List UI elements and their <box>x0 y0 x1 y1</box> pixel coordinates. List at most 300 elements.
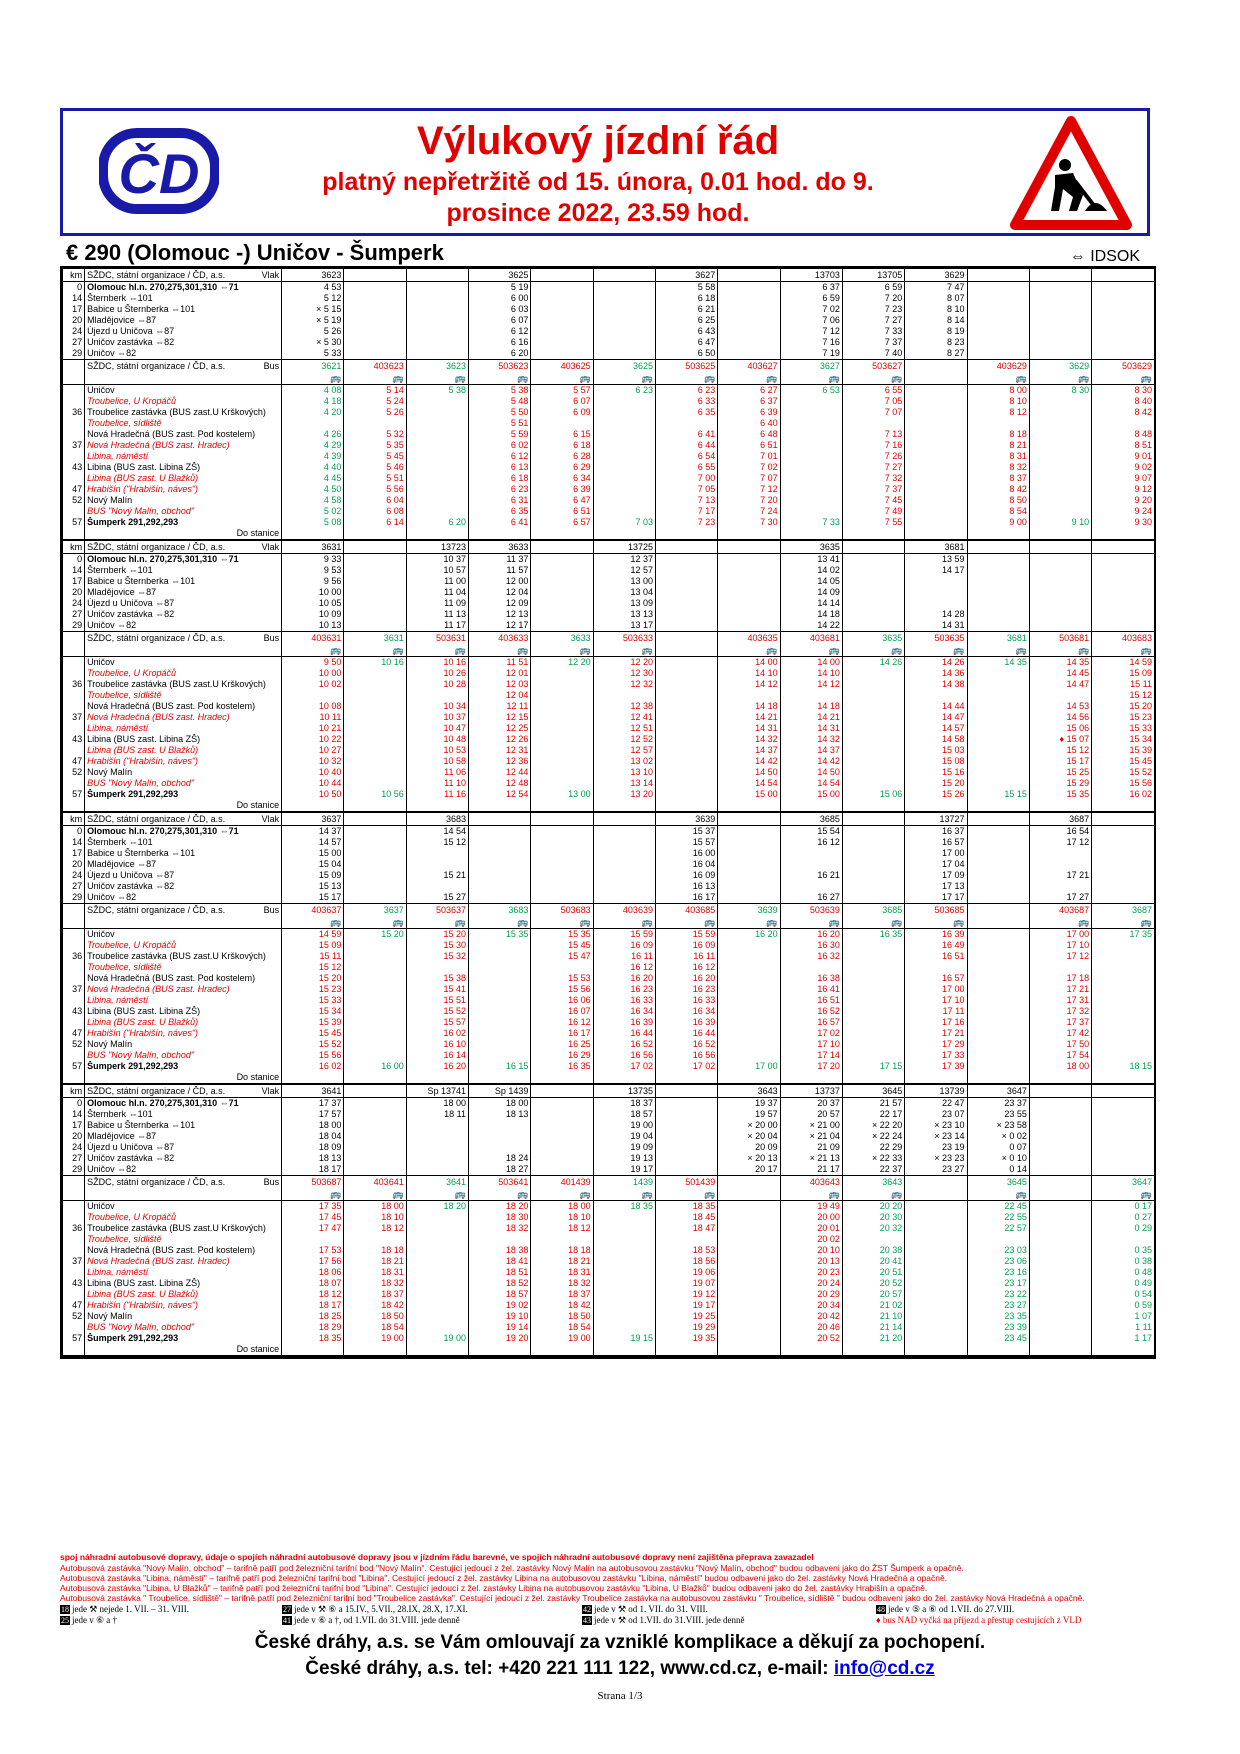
train-time: 6 37 <box>780 282 842 294</box>
bus-time: 18 18 <box>344 1245 406 1256</box>
bus-time: 6 55 <box>842 385 904 397</box>
bus-icon: 🚌 <box>531 916 593 929</box>
email-link[interactable]: info@cd.cz <box>833 1658 935 1679</box>
train-time <box>531 859 593 870</box>
bus-number: 3681 <box>967 632 1029 645</box>
bus-time: 16 49 <box>905 940 967 951</box>
bus-time: 15 38 <box>406 973 468 984</box>
bus-time: 15 52 <box>1092 767 1154 778</box>
km-value <box>63 973 85 984</box>
bus-time <box>655 767 717 778</box>
stop-name: Libina (BUS zast. Libina ZŠ) <box>85 734 282 745</box>
validity-line-1: platný nepřetržitě od 15. února, 0.01 hod. do 9. <box>322 168 874 196</box>
bus-time <box>593 1234 655 1245</box>
train-time <box>842 609 904 620</box>
bus-time <box>406 396 468 407</box>
blank <box>406 1072 468 1084</box>
bus-time: 19 00 <box>406 1333 468 1344</box>
bus-time <box>780 451 842 462</box>
bus-time <box>842 1017 904 1028</box>
train-time <box>967 859 1029 870</box>
blank <box>1029 528 1091 540</box>
train-time <box>593 315 655 326</box>
blank <box>905 1072 967 1084</box>
bus-time: 16 11 <box>655 951 717 962</box>
km-value: 20 <box>63 587 85 598</box>
bus-row <box>63 1028 1155 1039</box>
bus-time: 16 23 <box>593 984 655 995</box>
bus-time <box>344 951 406 962</box>
train-time: 15 09 <box>282 870 344 881</box>
stop-name: Nová Hradečná (BUS zast. Pod kostelem) <box>85 429 282 440</box>
train-time: 10 37 <box>406 554 468 566</box>
station-name: Babice u Šternberka ⇔101 <box>85 576 282 587</box>
bus-time <box>1092 940 1154 951</box>
bus-number: 403631 <box>282 632 344 645</box>
km-blank <box>63 372 85 385</box>
bus-time: 15 12 <box>282 962 344 973</box>
km-value: 29 <box>63 620 85 632</box>
stop-name: Šumperk 291,292,293 <box>85 517 282 528</box>
train-time: 16 27 <box>780 892 842 904</box>
bus-time <box>469 1050 531 1061</box>
bus-time <box>282 418 344 429</box>
bus-time: 10 44 <box>282 778 344 789</box>
station-name: Uničov ⇔82 <box>85 348 282 360</box>
train-icon: € <box>66 240 79 265</box>
bus-time: 5 38 <box>406 385 468 397</box>
train-time: 7 06 <box>780 315 842 326</box>
bus-row <box>63 657 1155 669</box>
train-number <box>842 812 904 826</box>
bus-time: 8 21 <box>967 440 1029 451</box>
bus-row <box>63 1223 1155 1234</box>
train-time: 17 09 <box>905 870 967 881</box>
bus-row <box>63 690 1155 701</box>
station-name: Újezd u Uničova ⇔87 <box>85 1142 282 1153</box>
train-time: × 20 00 <box>718 1120 780 1131</box>
bus-time: 6 48 <box>718 429 780 440</box>
bus-time <box>780 462 842 473</box>
train-time <box>718 892 780 904</box>
bus-time: 0 27 <box>1092 1212 1154 1223</box>
train-row <box>63 881 1155 892</box>
bus-time: 6 18 <box>531 440 593 451</box>
train-number <box>1029 540 1091 554</box>
bus-time: 7 27 <box>842 462 904 473</box>
bus-time <box>780 407 842 418</box>
train-time <box>718 565 780 576</box>
bus-icon: 🚌 <box>718 644 780 657</box>
bus-icon: 🚌 <box>780 372 842 385</box>
train-time: 21 57 <box>842 1098 904 1110</box>
bus-time: 20 13 <box>780 1256 842 1267</box>
km-value: 52 <box>63 1311 85 1322</box>
train-time <box>344 587 406 598</box>
train-time: 7 12 <box>780 326 842 337</box>
bus-time <box>967 1061 1029 1072</box>
stop-name: Libina (BUS zast. U Blažků) <box>85 745 282 756</box>
stop-name: Libina (BUS zast. U Blažků) <box>85 473 282 484</box>
bus-time: 12 20 <box>593 657 655 669</box>
bus-time <box>1092 1006 1154 1017</box>
stop-name: Nový Malín <box>85 495 282 506</box>
bus-time <box>406 690 468 701</box>
bus-time <box>1029 462 1091 473</box>
train-row <box>63 598 1155 609</box>
bus-time: 6 54 <box>655 451 717 462</box>
train-time <box>469 837 531 848</box>
bus-time <box>967 679 1029 690</box>
bus-time: 15 09 <box>1092 668 1154 679</box>
train-time <box>1092 565 1154 576</box>
bus-time <box>469 962 531 973</box>
train-time: 12 00 <box>469 576 531 587</box>
bus-time <box>718 1278 780 1289</box>
bus-number: 403629 <box>967 360 1029 373</box>
bus-time: 10 28 <box>406 679 468 690</box>
bus-time: 12 03 <box>469 679 531 690</box>
bus-time <box>842 723 904 734</box>
bus-time <box>842 1028 904 1039</box>
bus-time <box>842 984 904 995</box>
blank <box>344 800 406 812</box>
train-number <box>344 812 406 826</box>
bus-time <box>406 418 468 429</box>
station-name: Uničov zastávka ⇔82 <box>85 609 282 620</box>
train-time <box>1029 1098 1091 1110</box>
train-time: 16 04 <box>655 859 717 870</box>
bus-time <box>1029 418 1091 429</box>
bus-time: 5 51 <box>344 473 406 484</box>
train-time <box>531 1120 593 1131</box>
train-time <box>655 598 717 609</box>
bus-time: 8 37 <box>967 473 1029 484</box>
train-time <box>842 870 904 881</box>
bus-time <box>593 407 655 418</box>
bus-number: 503639 <box>780 904 842 917</box>
bus-time: 0 48 <box>1092 1267 1154 1278</box>
train-time <box>531 337 593 348</box>
train-time <box>531 881 593 892</box>
bus-time <box>406 1289 468 1300</box>
bus-time: 9 00 <box>967 517 1029 528</box>
bus-time: 16 38 <box>780 973 842 984</box>
km-value: 52 <box>63 1039 85 1050</box>
bus-time <box>655 690 717 701</box>
train-time: 21 17 <box>780 1164 842 1176</box>
km-blank <box>63 916 85 929</box>
bus-icon <box>655 644 717 657</box>
train-time: 16 00 <box>655 848 717 859</box>
bus-time: 16 33 <box>593 995 655 1006</box>
bus-time <box>344 745 406 756</box>
stop-name: Troubelice zastávka (BUS zast.U Krškových) <box>85 679 282 690</box>
bus-time: 20 32 <box>842 1223 904 1234</box>
bus-time: 12 57 <box>593 745 655 756</box>
train-time <box>842 881 904 892</box>
bus-time: 12 20 <box>531 657 593 669</box>
train-time <box>967 293 1029 304</box>
station-name: Mladějovice ⇔87 <box>85 1131 282 1142</box>
bus-time <box>842 734 904 745</box>
bus-time <box>344 1234 406 1245</box>
bus-time: 6 35 <box>655 407 717 418</box>
bus-time: 15 20 <box>282 973 344 984</box>
train-time <box>967 848 1029 859</box>
train-time <box>531 848 593 859</box>
train-time: × 22 33 <box>842 1153 904 1164</box>
bus-time: 0 35 <box>1092 1245 1154 1256</box>
bus-row <box>63 668 1155 679</box>
train-time: 6 07 <box>469 315 531 326</box>
train-time: 6 21 <box>655 304 717 315</box>
bus-time: 16 39 <box>593 1017 655 1028</box>
bus-icon: 🚌 <box>406 1188 468 1201</box>
km-value: 0 <box>63 554 85 566</box>
km-value: 24 <box>63 870 85 881</box>
train-time: 20 17 <box>718 1164 780 1176</box>
bus-time <box>905 1322 967 1333</box>
train-time: 21 09 <box>780 1142 842 1153</box>
bus-time: 20 01 <box>780 1223 842 1234</box>
bus-number: 3635 <box>842 632 904 645</box>
train-time <box>1092 587 1154 598</box>
bus-time <box>905 1267 967 1278</box>
bus-time: 6 35 <box>469 506 531 517</box>
stop-name: Troubelice, sídliště <box>85 418 282 429</box>
bus-time <box>905 1300 967 1311</box>
train-time: 6 12 <box>469 326 531 337</box>
bus-time <box>344 767 406 778</box>
stop-name: Nová Hradečná (BUS zast. Pod kostelem) <box>85 1245 282 1256</box>
operator-label: SŽDC, státní organizace / ČD, a.s. Vlak <box>85 269 282 282</box>
bus-number: 403637 <box>282 904 344 917</box>
bus-icon: 🚌 <box>655 1188 717 1201</box>
bus-time <box>593 484 655 495</box>
bus-time: 0 29 <box>1092 1223 1154 1234</box>
bus-number: 503641 <box>469 1176 531 1189</box>
line-name: (Olomouc -) Uničov - Šumperk <box>127 240 444 265</box>
train-number <box>531 812 593 826</box>
bus-time: 8 40 <box>1092 396 1154 407</box>
train-time <box>967 881 1029 892</box>
train-time <box>593 859 655 870</box>
bus-time: 18 00 <box>344 1201 406 1213</box>
bus-time <box>344 723 406 734</box>
bus-time: 21 14 <box>842 1322 904 1333</box>
train-header-row <box>63 812 1155 826</box>
train-time: 18 09 <box>282 1142 344 1153</box>
bus-row <box>63 778 1155 789</box>
bus-icon-row <box>63 372 1155 385</box>
bus-time <box>593 1267 655 1278</box>
train-time <box>905 576 967 587</box>
bus-time: 17 47 <box>282 1223 344 1234</box>
bus-number: 403643 <box>780 1176 842 1189</box>
bus-row <box>63 995 1155 1006</box>
bus-time <box>531 690 593 701</box>
bus-time <box>469 1017 531 1028</box>
train-time: 12 04 <box>469 587 531 598</box>
train-time <box>718 576 780 587</box>
km-value <box>63 723 85 734</box>
train-time: 9 33 <box>282 554 344 566</box>
train-time: 19 37 <box>718 1098 780 1110</box>
train-time <box>967 315 1029 326</box>
bus-time <box>905 396 967 407</box>
km-value <box>63 690 85 701</box>
train-time <box>718 870 780 881</box>
bus-time <box>780 962 842 973</box>
legend-43: 43 jede v ⚒ od 1.VII. do 31.VIII. jede denně <box>583 1615 745 1625</box>
bus-time <box>842 940 904 951</box>
train-time: 15 21 <box>406 870 468 881</box>
km-value: 14 <box>63 837 85 848</box>
bus-icon: 🚌 <box>842 644 904 657</box>
bus-time: 5 35 <box>344 440 406 451</box>
bus-time: 8 30 <box>1029 385 1091 397</box>
train-time <box>1092 348 1154 360</box>
bus-icon: 🚌 <box>1092 644 1154 657</box>
bus-time <box>718 1201 780 1213</box>
bus-time <box>905 506 967 517</box>
bus-row <box>63 1061 1155 1072</box>
bus-time: 17 54 <box>1029 1050 1091 1061</box>
bus-time <box>531 701 593 712</box>
train-time <box>531 554 593 566</box>
stop-name: Uničov <box>85 1201 282 1213</box>
bus-row <box>63 385 1155 397</box>
stop-name: Libina (BUS zast. U Blažků) <box>85 1289 282 1300</box>
bus-time: 16 12 <box>531 1017 593 1028</box>
train-time <box>842 565 904 576</box>
km-value: 14 <box>63 565 85 576</box>
bus-time <box>1029 690 1091 701</box>
bus-time: 16 14 <box>406 1050 468 1061</box>
bus-time: 21 20 <box>842 1333 904 1344</box>
bus-time: 17 45 <box>282 1212 344 1223</box>
bus-number: 3685 <box>842 904 904 917</box>
train-time <box>655 554 717 566</box>
bus-time <box>531 712 593 723</box>
train-time: 12 57 <box>593 565 655 576</box>
bus-time <box>780 418 842 429</box>
train-time <box>1092 620 1154 632</box>
bus-time: 16 57 <box>780 1017 842 1028</box>
train-time <box>1092 1153 1154 1164</box>
bus-time: 1 11 <box>1092 1322 1154 1333</box>
bus-time: 18 21 <box>344 1256 406 1267</box>
bus-time <box>469 973 531 984</box>
blank <box>842 528 904 540</box>
bus-time: 18 35 <box>282 1333 344 1344</box>
bus-time: 18 32 <box>531 1278 593 1289</box>
km-blank <box>63 1344 85 1356</box>
bus-time: 16 39 <box>905 929 967 941</box>
train-time <box>531 565 593 576</box>
stop-name: Šumperk 291,292,293 <box>85 789 282 800</box>
bus-time: 16 32 <box>780 951 842 962</box>
train-time <box>1029 576 1091 587</box>
bus-number: 403683 <box>1092 632 1154 645</box>
train-time: 18 17 <box>282 1164 344 1176</box>
bus-time: 9 12 <box>1092 484 1154 495</box>
bus-time <box>967 668 1029 679</box>
bus-icon: 🚌 <box>282 372 344 385</box>
stop-name: Libina (BUS zast. Libina ZŠ) <box>85 462 282 473</box>
bus-time: 20 57 <box>842 1289 904 1300</box>
bus-row <box>63 929 1155 941</box>
bus-time <box>967 1234 1029 1245</box>
bus-time: 17 21 <box>905 1028 967 1039</box>
train-time: 17 13 <box>905 881 967 892</box>
train-time: 12 37 <box>593 554 655 566</box>
bus-row <box>63 1245 1155 1256</box>
bus-time: 15 16 <box>905 767 967 778</box>
train-time <box>655 1164 717 1176</box>
train-time <box>593 348 655 360</box>
bus-time: 16 20 <box>655 973 717 984</box>
train-time <box>406 304 468 315</box>
bus-time <box>718 1267 780 1278</box>
bus-row <box>63 1212 1155 1223</box>
bus-time: 17 35 <box>282 1201 344 1213</box>
station-name: Šternberk ⇔101 <box>85 565 282 576</box>
bus-time: 6 28 <box>531 451 593 462</box>
train-time: 6 59 <box>842 282 904 294</box>
bus-number: 503631 <box>406 632 468 645</box>
train-time <box>344 1098 406 1110</box>
train-time <box>842 826 904 838</box>
bus-number: 3623 <box>406 360 468 373</box>
stop-name: Troubelice, sídliště <box>85 962 282 973</box>
train-time <box>1092 881 1154 892</box>
bus-time <box>1029 1212 1091 1223</box>
bus-time: 20 00 <box>780 1212 842 1223</box>
bus-time <box>905 385 967 397</box>
bus-time: 16 44 <box>655 1028 717 1039</box>
bus-time: 16 15 <box>469 1061 531 1072</box>
bus-time: 5 46 <box>344 462 406 473</box>
train-time <box>842 859 904 870</box>
bus-time: 6 51 <box>531 506 593 517</box>
bus-time: 5 57 <box>531 385 593 397</box>
train-time <box>655 1142 717 1153</box>
train-row <box>63 326 1155 337</box>
bus-time: 10 11 <box>282 712 344 723</box>
bus-time <box>282 1234 344 1245</box>
train-time: 11 37 <box>469 554 531 566</box>
bus-time: 17 10 <box>905 995 967 1006</box>
km-value: 47 <box>63 1300 85 1311</box>
bus-time <box>469 1234 531 1245</box>
bus-row <box>63 440 1155 451</box>
blank <box>1092 800 1154 812</box>
bus-time <box>469 995 531 1006</box>
stop-name: Hrabišín ("Hrabišín, náves") <box>85 756 282 767</box>
station-name: Újezd u Uničova ⇔87 <box>85 598 282 609</box>
train-row <box>63 576 1155 587</box>
train-time: 0 14 <box>967 1164 1029 1176</box>
bus-time <box>593 418 655 429</box>
bus-operator-label: SŽDC, státní organizace / ČD, a.s. Bus <box>85 1176 282 1189</box>
bus-time: 11 51 <box>469 657 531 669</box>
bus-time: 15 15 <box>967 789 1029 800</box>
train-time <box>1029 565 1091 576</box>
train-time <box>531 870 593 881</box>
bus-time: 6 07 <box>531 396 593 407</box>
